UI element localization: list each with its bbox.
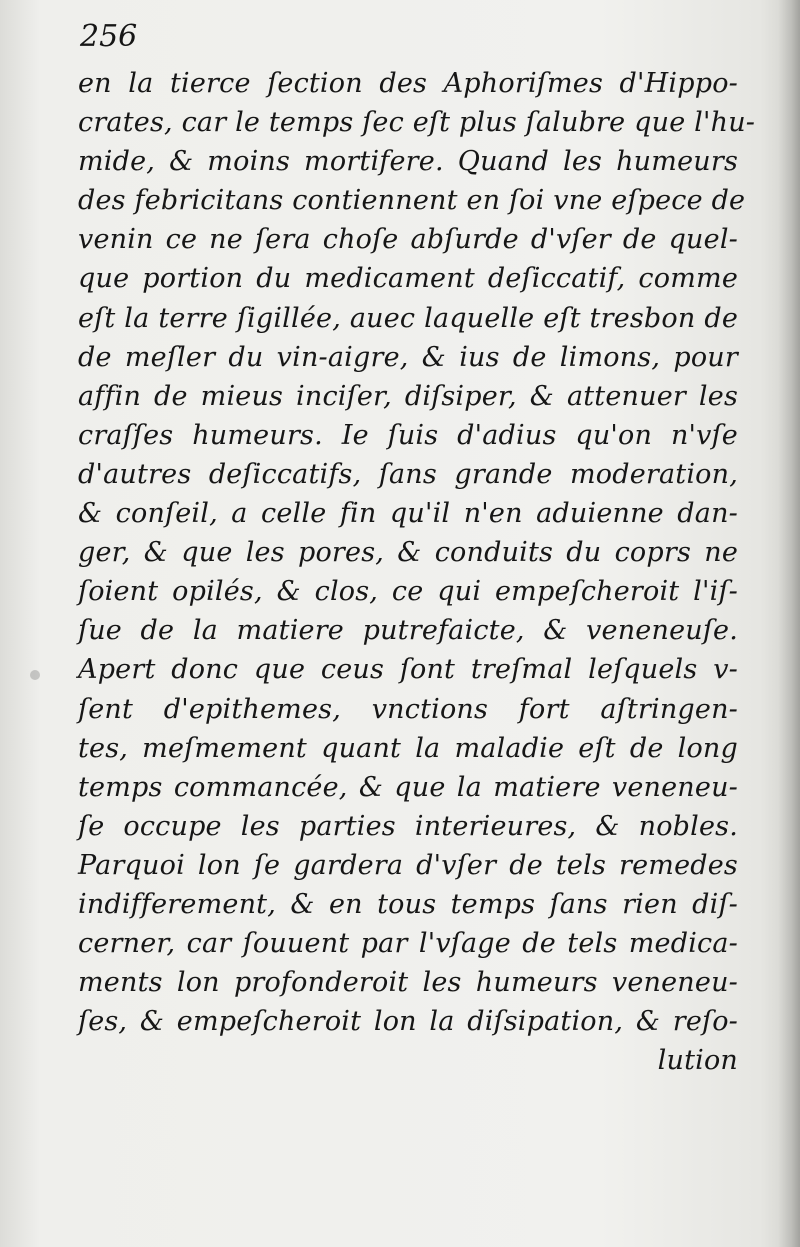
text-line: ments lon profonderoit les humeurs veneneu-	[78, 967, 738, 999]
text-line: crates, car le temps ſec eſt plus ſalubre que l'hu-	[78, 107, 756, 139]
text-line: temps commancée, & que la matiere veneneu-	[78, 771, 738, 803]
paper-speck	[30, 670, 40, 680]
text-line: des febricitans contiennent en ſoi vne eſpece de	[78, 185, 746, 217]
text-line: que portion du medicament deſiccatif, comme	[78, 263, 738, 295]
text-line: ſue de la matiere putrefaicte, & veneneuſe.	[78, 615, 738, 647]
page-number: 256	[80, 19, 138, 54]
text-line: Parquoi lon ſe gardera d'vſer de tels remedes	[78, 849, 738, 881]
text-line: cerner, car ſouuent par l'vſage de tels medica-	[78, 928, 738, 960]
text-line: eſt la terre ſigillée, auec laquelle eſt tresbon de	[78, 302, 738, 334]
text-line: craſſes humeurs. Ie ſuis d'adius qu'on n'vſe	[78, 419, 738, 451]
text-line: venin ce ne ſera choſe abſurde d'vſer de quel-	[78, 224, 738, 256]
text-line: ſes, & empeſcheroit lon la diſsipation, & reſo-	[78, 1006, 738, 1038]
text-line: ſent d'epithemes, vnctions fort aſtringen-	[78, 693, 738, 725]
text-line: ſoient opilés, & clos, ce qui empeſcheroit l'iſ-	[78, 576, 738, 608]
text-line: de meſler du vin-aigre, & ius de limons, pour	[78, 341, 738, 373]
text-line: ſe occupe les parties interieures, & nobles.	[78, 810, 738, 842]
text-line: tes, meſmement quant la maladie eſt de long	[78, 732, 738, 764]
page-gutter-shadow	[778, 0, 800, 1247]
text-line: & conſeil, a celle fin qu'il n'en aduienne dan-	[78, 498, 738, 530]
text-line: indifferement, & en tous temps ſans rien diſ-	[78, 888, 738, 920]
text-line: affin de mieus inciſer, diſsiper, & attenuer les	[78, 380, 738, 412]
body-text	[78, 64, 756, 1080]
text-line: mide, & moins mortifere. Quand les humeurs	[78, 146, 738, 178]
catchword: lution	[657, 1045, 738, 1077]
text-line: Apert donc que ceus ſont treſmal leſquels v-	[78, 654, 738, 686]
text-line: ger, & que les pores, & conduits du coprs ne	[78, 537, 738, 569]
text-line: en la tierce ſection des Aphoriſmes d'Hippo-	[78, 68, 738, 99]
text-line: d'autres deſiccatifs, ſans grande moderation,	[78, 458, 738, 490]
